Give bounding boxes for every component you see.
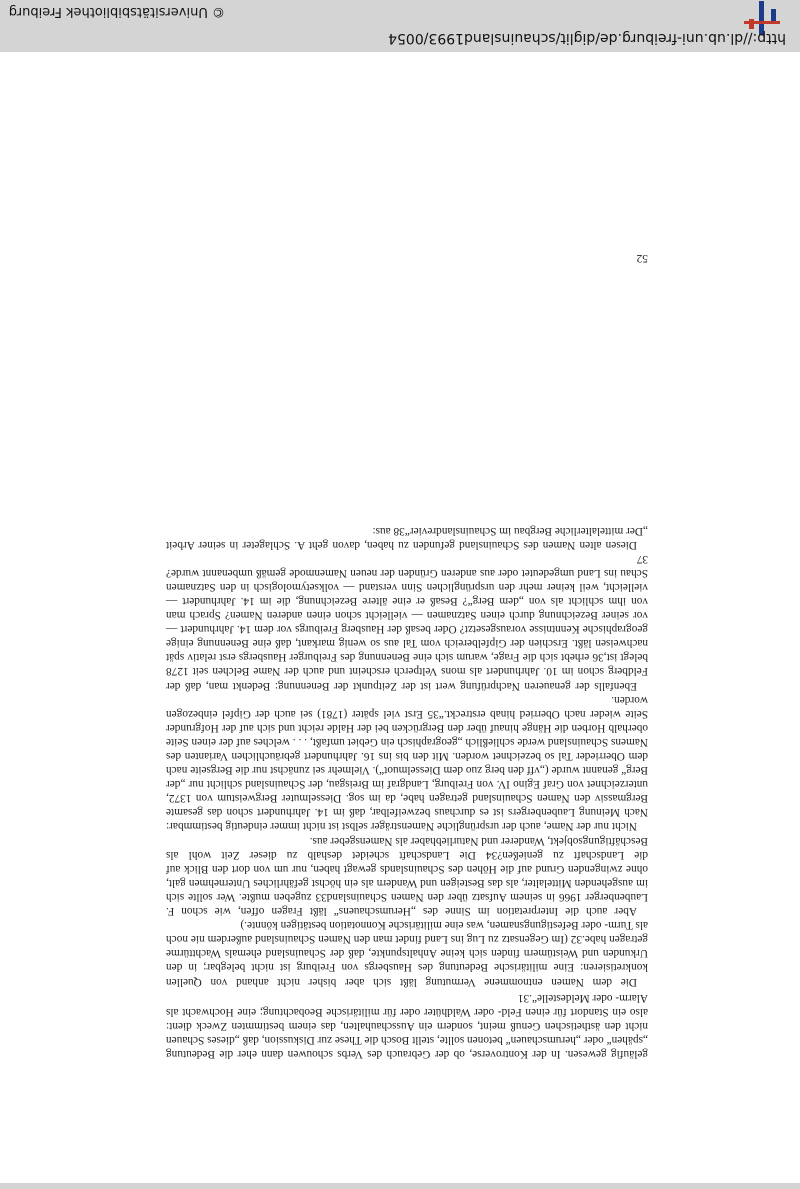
paragraph: Nicht nur der Name, auch der ursprüngliche Namensträger selbst ist nicht immer eindeutig bestimmbar: Nach Meinung Laubenbergers ist es durchaus bezweifelbar, daß im 14. Jahrhundert schon das gesamte Bergmassiv den Namen Schauinsland getragen habe, da im sog. Diesselmuter Bergweistum von 1372, unterzeichnet von Graf Egino IV. von Freiburg, Landgraf im Breisgau, der Schauinsland schlicht nur „der Berg“ genannt wurde („vff den berg zuo dem Diesselmuot“). Vielmehr sei zunächst nur die Bergseite nach dem Oberrieder Tal so bezeichnet worden. Mit den bis ins 16. Jahrhundert gebräuchlichen Varianten des Namens Schauinsland werde schließlich „geographisch ein Gebiet umfaßt, . . . welches auf der einen Seite oberhalb Horben die Hänge hinauf über den Bergrücken bei der Halde reicht und sich auf der Hofgrunder Seite wieder nach Oberried hinab erstreckt.“35 Erst viel später (1781) sei auch der Gipfel einbezogen worden. <box>166 693 648 833</box>
page-body <box>166 523 648 1061</box>
paragraph: Ebenfalls der genaueren Nachprüfung wert ist der Zeitpunkt der Benennung: Bedenkt man, daß der Feldberg schon im 10. Jahrhundert als mons Veltperch erscheint und auch der Name Belchen seit 1278 belegt ist,36 erhebt sich die Frage, warum sich eine Benennung des Freiburger Hausbergs erst relativ spät nachweisen läßt. Erschien der Gipfelbereich vom Tal aus so wenig markant, daß eine Benennung einige geographische Kenntnisse vorausgesetzt? Oder besaß der Hausberg Freiburgs vor dem 14. Jahrhundert — vor seiner Bezeichnung durch einen Satznamen — vielleicht schon einen anderen Namen? Sprach man von ihm schlicht als von „dem Berg“? Besaß er eine ältere Bezeichnung, die im 14. Jahrhundert — vielleicht, weil keiner mehr den ursprünglichen Sinn verstand — volksetymologisch in den Satznamen Schau ins Land umgedeutet oder aus anderen Gründen der neuen Namenmode gemäß umbenannt wurde?37 <box>166 552 648 692</box>
document-url[interactable]: http://dl.ub.uni-freiburg.de/diglit/schauinsland1993/0054 <box>388 30 786 46</box>
paragraph: Aber auch die Interpretation im Sinne des „Herumschauens“ läßt Fragen offen, wie schon F. Laubenberger 1966 in seinem Aufsatz über den Namen Schauinsland33 zugeben mußte. Wer sollte sich im ausgehenden Mittelalter, als das Besteigen und Wandern als ein höchst gefährliches Unternehmen galt, ohne zwingenden Grund auf die Höhen des Schauinslands gewagt haben, nur um von dort den Blick auf die Landschaft zu genießen?34 Die Landschaft scheidet deshalb zu dieser Zeit wohl als Beschäftigungsobjekt, Wanderer und Naturliebhaber als Namensgeber aus. <box>166 834 648 918</box>
paragraph: geläufig gewesen. In der Kontroverse, ob der Gebrauch des Verbs schouwen dann eher die Bedeutung „spähen“ oder „herumschauen“ betonen sollte, stellt Bosch die These zur Diskussion, daß „dieses Schauen nicht den ästhetischen Genuß meint, sondern ein Ausschauhalten, das einem bestimmten Zweck dient: also ein Standort für einen Feld- oder Waldhüter oder für militärische Beobachtung; eine Hochwacht als Alarm- oder Meldestelle“.31 <box>166 991 648 1060</box>
paragraph: Die dem Namen entnommene Vermutung läßt sich aber bisher nicht anhand von Quellen konkretisieren: Eine militärische Bedeutung des Hausbergs von Freiburg ist nicht belegbar; in den Urkunden und Weistümern finden sich keine Anhaltspunkte, daß der Schauinsland ehemals Wachttürme getragen habe.32 (Im Gegensatz zu Lug ins Land findet man den Namen Schauinsland außerdem nie noch als Turm- oder Befestigungsnamen, was eine militärische Konnotation bestätigen könnte.) <box>166 919 648 988</box>
paragraph: Diesen alten Namen des Schauinsland gefunden zu haben, davon geht A. Schlageter in seiner Arbeit „Der mittelalterliche Bergbau im Schauinslandrevier“38 aus: <box>166 524 648 551</box>
copyright-notice: © Universitätsbibliothek Freiburg <box>8 4 225 19</box>
top-strip <box>0 1183 800 1189</box>
page-number: 52 <box>636 252 648 264</box>
